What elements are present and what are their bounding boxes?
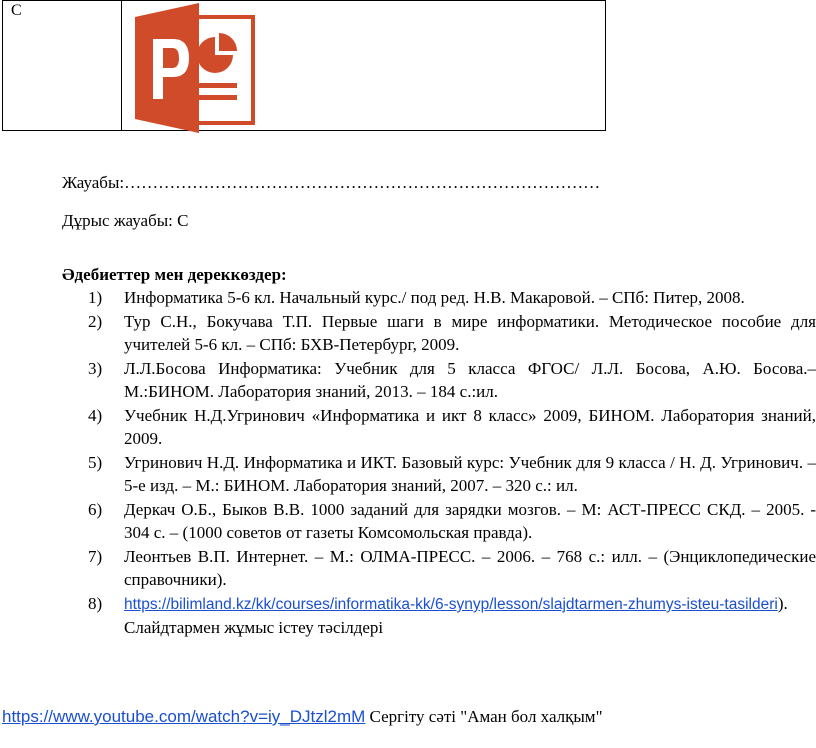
youtube-link-caption: Сергіту сәті "Аман бол халқым" bbox=[365, 707, 603, 726]
list-item: 3) Л.Л.Босова Информатика: Учебник для 5 класса ФГОС/ Л.Л. Босова, А.Ю. Босова.– М.:БИНОМ. Лаборатория знаний, 2013. – 184 с.:ил. bbox=[88, 359, 816, 401]
bilimland-link[interactable]: https://bilimland.kz/kk/courses/informatika-kk/6-synyp/lesson/slajdtarmen-zhumys-isteu-tasilderi bbox=[124, 596, 778, 613]
list-item: 2) Тур С.Н., Бокучава Т.П. Первые шаги в мире информатики. Методическое пособие для учителей 5-6 кл. – СПб: БХВ-Петербург, 2009. bbox=[88, 312, 816, 354]
bilimland-link-caption: ). Слайдтармен жұмыс істеу тәсілдері bbox=[124, 594, 788, 637]
correct-answer: Дұрыс жауабы: С bbox=[62, 211, 189, 230]
list-item: 8) https://bilimland.kz/kk/courses/informatika-kk/6-synyp/lesson/slajdtarmen-zhumys-isteu-tasilderi). Слайдтармен жұмыс істеу тәсілдері bbox=[88, 594, 788, 637]
answer-line: Жауабы:………………………………………………………………………… bbox=[62, 173, 601, 192]
references-list bbox=[88, 286, 816, 640]
answer-letter-cell bbox=[3, 1, 122, 130]
youtube-link[interactable]: https://www.youtube.com/watch?v=iy_DJtzl2mM bbox=[2, 707, 366, 726]
references-heading: Әдебиеттер мен дереккөздер: bbox=[62, 265, 287, 284]
answer-table bbox=[2, 0, 606, 131]
list-item: 6) Деркач О.Б., Быков В.В. 1000 заданий для зарядки мозгов. – М: АСТ-ПРЕСС СКД. – 2005. - 304 с. – (1000 советов от газеты Комсомольская правда). bbox=[88, 500, 816, 542]
list-item: 5) Угринович Н.Д. Информатика и ИКТ. Базовый курс: Учебник для 9 класса / Н. Д. Угринович. – 5-е изд. – М.: БИНОМ. Лаборатория знаний, 2007. – 320 с.: ил. bbox=[88, 453, 816, 495]
list-item: 7) Леонтьев В.П. Интернет. – М.: ОЛМА-ПРЕСС. – 2006. – 768 с.: илл. – (Энциклопедические справочники). bbox=[88, 547, 816, 589]
answer-letter: C bbox=[11, 2, 22, 19]
bottom-line bbox=[2, 707, 603, 727]
list-item: 1) Информатика 5-6 кл. Начальный курс./ под ред. Н.В. Макаровой. – СПб: Питер, 2008. bbox=[88, 288, 745, 307]
powerpoint-icon bbox=[131, 3, 259, 138]
list-item: 4) Учебник Н.Д.Угринович «Информатика и икт 8 класс» 2009, БИНОМ. Лаборатория знаний, 2009. bbox=[88, 406, 816, 448]
